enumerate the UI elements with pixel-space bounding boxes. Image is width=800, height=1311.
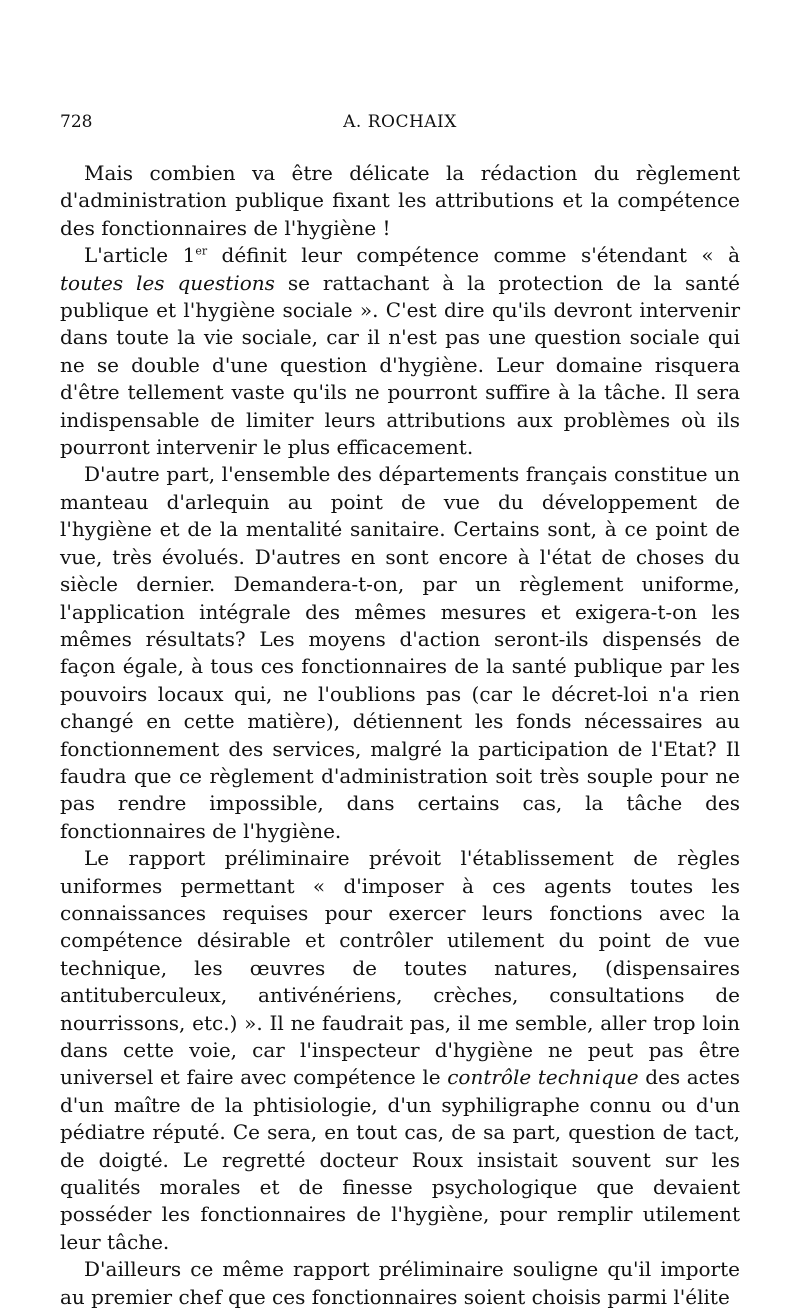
paragraph-1	[60, 160, 740, 242]
paragraph-5-text: D'ailleurs ce même rapport préliminaire souligne qu'il importe au premier chef que ces fonctionnaires soient choisis parmi l'élite	[60, 1257, 740, 1309]
paragraph-3-text: D'autre part, l'ensemble des départements français constitue un manteau d'arlequin au point de vue du développement de l'hygiène et de la mentalité sanitaire. Certains sont, à ce point de vue, très évolués. D'autres en sont encore à l'état de choses du siècle dernier. Demandera-t-on, par un règlement uniforme, l'application intégrale des mêmes mesures et exigera-t-on les mêmes résultats? Les moyens d'action seront-ils dispensés de façon égale, à tous ces fonctionnaires de la santé publique par les pouvoirs locaux qui, ne l'oublions pas (car le décret-loi n'a rien changé en cette matière), détiennent les fonds nécessaires au fonctionnement des services, malgré la participation de l'Etat? Il faudra que ce règlement d'administration soit très souple pour ne pas rendre impossible, dans certains cas, la tâche des fonctionnaires de l'hygiène.	[60, 462, 740, 843]
running-title: A. ROCHAIX	[343, 112, 457, 132]
ordinal-superscript: er	[195, 244, 208, 258]
paragraph-4	[60, 845, 740, 1256]
paragraph-2-text-a: L'article 1	[84, 243, 196, 268]
paragraph-2-text-c: se rattachant à la protection de la santé publique et l'hygiène sociale ». C'est dire qu'ils devront intervenir dans toute la vie sociale, car il n'est pas une question sociale qui ne se double d'une question d'hygiène. Leur domaine risquera d'être tellement vaste qu'ils ne pourront suffire à la tâche. Il sera indispensable de limiter leurs attributions aux problèmes où ils pourront intervenir le plus efficacement.	[60, 270, 740, 460]
page-header	[60, 112, 740, 140]
body-text	[60, 160, 740, 1311]
paragraph-2-text-b: définit leur compétence comme s'étendant « à	[207, 243, 740, 268]
paragraph-2	[60, 242, 740, 461]
paragraph-4-text-b: des actes d'un maître de la phtisiologie, d'un syphiligraphe connu ou d'un pédiatre réputé. Ce sera, en tout cas, de sa part, question de tact, de doigté. Le regretté docteur Roux insistait souvent sur les qualités morales et de finesse psychologique que devaient posséder les fonctionnaires de l'hygiène, pour remplir utilement leur tâche.	[60, 1065, 740, 1254]
italic-phrase: toutes les questions	[60, 270, 275, 295]
paragraph-3	[60, 461, 740, 845]
italic-phrase: contrôle technique	[447, 1065, 639, 1090]
page-number: 728	[60, 112, 93, 132]
paragraph-1-text: Mais combien va être délicate la rédaction du règlement d'administration publique fixant les attributions et la compétence des fonctionnaires de l'hygiène !	[60, 161, 740, 240]
paragraph-5	[60, 1256, 740, 1311]
paragraph-4-text-a: Le rapport préliminaire prévoit l'établissement de règles uniformes permettant « d'imposer à ces agents toutes les connaissances requises pour exercer leurs fonctions avec la compétence désirable et contrôler utilement du point de vue technique, les œuvres de toutes natures, (dispensaires antituberculeux, antivénériens, crèches, consultations de nourrissons, etc.) ». Il ne faudrait pas, il me semble, aller trop loin dans cette voie, car l'inspecteur d'hygiène ne peut pas être universel et faire avec compétence le	[60, 846, 740, 1090]
